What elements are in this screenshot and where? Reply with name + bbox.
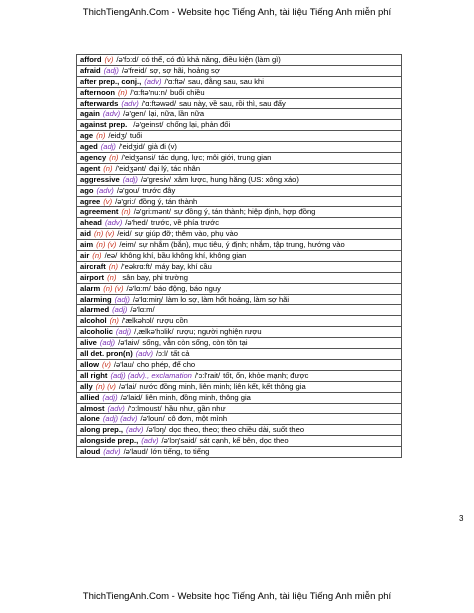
vocab-part-of-speech: (n) (v)	[93, 229, 115, 239]
vocab-phonetic: /'ɔ:l'rait/	[194, 370, 221, 380]
vocab-part-of-speech: (adv)	[126, 425, 144, 435]
vocab-row	[77, 142, 401, 153]
vocab-definition: không khí, bầu không khí, không gian	[120, 251, 247, 261]
vocab-part-of-speech: (adv)	[107, 403, 125, 413]
vocab-phonetic: /ə'hed/	[125, 218, 148, 228]
vocab-word: alongside prep.,	[80, 436, 139, 446]
vocab-definition: sân bay, phi trường	[122, 272, 188, 282]
vocab-definition: hầu như, gần như	[164, 403, 226, 413]
vocab-definition: lại, nữa, lần nữa	[148, 109, 205, 119]
vocab-word: afraid	[80, 65, 101, 75]
vocab-phonetic: /ə'lɔŋ'said/	[161, 436, 197, 446]
vocab-definition: trước, về phía trước	[150, 218, 220, 228]
vocab-word: aim	[80, 240, 94, 250]
vocab-row	[77, 425, 401, 436]
vocab-part-of-speech: (adj)	[99, 338, 116, 348]
vocab-word: afternoon	[80, 87, 116, 97]
vocab-definition: buổi chiều	[169, 87, 205, 97]
vocab-part-of-speech: (adv)	[102, 109, 121, 119]
vocab-row	[77, 371, 401, 382]
vocab-phonetic: /ɔ:l/	[156, 349, 168, 359]
vocab-phonetic: /ə'lɔŋ/	[146, 425, 166, 435]
vocab-row	[77, 273, 401, 284]
vocab-word: along prep.,	[80, 425, 124, 435]
vocab-word: ago	[80, 185, 94, 195]
vocab-part-of-speech: (n)	[109, 316, 119, 326]
vocab-word: alone	[80, 414, 100, 424]
vocab-definition: tất cả	[170, 349, 190, 359]
vocab-phonetic: /'eəkrɑ:ft/	[121, 261, 153, 271]
vocab-phonetic: /'ɔ:lmoust/	[127, 403, 162, 413]
page-footer: ThichTiengAnh.Com - Website học Tiếng Anh, tài liệu Tiếng Anh miễn phí	[82, 591, 392, 602]
vocab-part-of-speech: (n)	[107, 272, 117, 282]
vocab-row	[77, 338, 401, 349]
vocab-row	[77, 327, 401, 338]
vocab-definition: liên minh, đồng minh, thông gia	[145, 392, 251, 402]
vocab-part-of-speech: (adj)	[122, 174, 138, 184]
vocab-row	[77, 284, 401, 295]
vocab-definition: nước đồng minh, liên minh; liên kết, kết thông gia	[139, 381, 306, 391]
vocab-definition: đại lý, tác nhân	[149, 163, 201, 173]
vocab-row	[77, 414, 401, 425]
vocab-definition: tốt, ổn, khỏe mạnh; được	[223, 370, 309, 380]
vocab-part-of-speech: (v)	[104, 55, 114, 64]
vocab-phonetic: /ə'gri:mənt/	[133, 207, 172, 217]
vocab-word: allied	[80, 392, 100, 402]
vocab-part-of-speech: (adj)	[100, 142, 116, 152]
vocab-part-of-speech: (adj)	[112, 305, 128, 315]
vocab-part-of-speech: (adv)	[103, 447, 121, 457]
vocab-definition: xâm lược, hung hăng (US: xông xáo)	[174, 174, 299, 184]
vocab-part-of-speech: (adj)	[115, 327, 132, 337]
vocab-part-of-speech: (adv)	[104, 218, 123, 228]
vocab-row	[77, 207, 401, 218]
vocab-phonetic: /'ɑ:ftə'nu:n/	[130, 87, 167, 97]
vocab-part-of-speech: (n)	[109, 153, 119, 163]
vocab-word: against prep.	[80, 120, 128, 130]
vocab-word: agency	[80, 153, 107, 163]
vocab-word: alcohol	[80, 316, 107, 326]
vocab-row	[77, 305, 401, 316]
vocab-part-of-speech: (adv)	[141, 436, 159, 446]
vocab-part-of-speech: (v)	[102, 359, 111, 369]
vocab-part-of-speech: (adj)	[102, 392, 118, 402]
vocab-phonetic: /eidʒ/	[108, 131, 127, 141]
vocab-definition: rượu; người nghiện rượu	[176, 327, 262, 337]
vocab-phonetic: /ə'loun/	[140, 414, 165, 424]
vocab-word: all right	[80, 370, 108, 380]
vocab-definition: sự nhắm (bắn), mục tiêu, ý định; nhắm, tập trung, hướng vào	[138, 240, 345, 250]
vocab-phonetic: /'ɑ:ftəwəd/	[141, 98, 177, 108]
vocab-phonetic: /'ælkəhɔl/	[121, 316, 154, 326]
vocab-definition: báo động, báo nguy	[153, 283, 221, 293]
page-number: 3	[459, 514, 464, 523]
vocab-phonetic: /ə'laid/	[120, 392, 143, 402]
vocab-phonetic: /ə'laud/	[123, 447, 148, 457]
vocab-phonetic: /eə/	[104, 251, 118, 261]
vocab-word: aggressive	[80, 174, 120, 184]
vocab-row	[77, 404, 401, 415]
vocab-definition: sau này, về sau, rồi thì, sau đấy	[179, 98, 286, 108]
vocab-row	[77, 295, 401, 306]
vocab-word: alarming	[80, 294, 112, 304]
vocab-phonetic: /eid/	[117, 229, 132, 239]
vocab-part-of-speech: (n)	[108, 261, 119, 271]
vocab-word: alcoholic	[80, 327, 113, 337]
vocab-row	[77, 77, 401, 88]
vocab-definition: sợ, sợ hãi, hoảng sợ	[149, 65, 220, 75]
vocab-word: after prep., conj.,	[80, 76, 142, 86]
vocab-row	[77, 186, 401, 197]
vocab-definition: làm lo sợ, làm hốt hoảng, làm sợ hãi	[166, 294, 290, 304]
vocab-definition: chống lại, phản đối	[166, 120, 231, 130]
vocab-word: alarmed	[80, 305, 110, 315]
vocab-word: afford	[80, 55, 102, 64]
vocab-part-of-speech: (n)	[96, 131, 106, 141]
vocab-phonetic: /'ɑ:ftə/	[164, 76, 185, 86]
vocab-row	[77, 164, 401, 175]
vocabulary-table	[76, 54, 402, 458]
vocab-word: agent	[80, 163, 101, 173]
vocab-word: aircraft	[80, 261, 106, 271]
vocab-row	[77, 393, 401, 404]
vocab-row	[77, 251, 401, 262]
vocab-row	[77, 316, 401, 327]
vocab-definition: tác dụng, lực; môi giới, trung gian	[158, 153, 272, 163]
vocab-word: allow	[80, 359, 99, 369]
vocab-word: ahead	[80, 218, 102, 228]
vocab-phonetic: /'eidʒid/	[118, 142, 145, 152]
vocab-phonetic: /eim/	[119, 240, 136, 250]
vocab-phonetic: /ə'lai/	[118, 381, 137, 391]
vocab-definition: già đi (v)	[147, 142, 177, 152]
vocab-row	[77, 175, 401, 186]
vocab-row	[77, 120, 401, 131]
vocab-word: alive	[80, 338, 97, 348]
vocab-phonetic: /ə'gou/	[116, 185, 140, 195]
vocab-definition: cô đơn, một mình	[167, 414, 228, 424]
vocab-row	[77, 349, 401, 360]
vocab-row	[77, 240, 401, 251]
vocab-phonetic: /'eidʒənt/	[115, 163, 147, 173]
vocab-phonetic: /ə'geinst/	[133, 120, 164, 130]
vocab-phonetic: /ə'lɑ:m/	[126, 283, 151, 293]
vocab-phonetic: /ə'lɑ:m/	[130, 305, 155, 315]
vocab-word: all det. pron(n)	[80, 349, 133, 359]
vocab-row	[77, 447, 401, 458]
vocab-row	[77, 153, 401, 164]
vocab-part-of-speech: (adv)	[135, 349, 154, 359]
vocab-phonetic: /ə'gri:/	[115, 196, 136, 206]
vocab-word: ally	[80, 381, 93, 391]
vocab-part-of-speech: (adj) (adv)	[102, 414, 138, 424]
vocab-definition: dọc theo, theo; theo chiều dài, suốt theo	[168, 425, 305, 435]
vocab-definition: sự đồng ý, tán thành; hiệp định, hợp đồng	[174, 207, 316, 217]
vocab-part-of-speech: (n)	[92, 251, 102, 261]
vocab-definition: tuổi	[129, 131, 143, 141]
vocab-definition: sống, vẫn còn sống, còn tồn tại	[142, 338, 248, 348]
vocab-word: aged	[80, 142, 98, 152]
vocab-row	[77, 109, 401, 120]
vocab-row	[77, 55, 401, 66]
vocab-word: age	[80, 131, 94, 141]
vocab-part-of-speech: (adv)	[121, 98, 139, 108]
vocab-word: afterwards	[80, 98, 119, 108]
vocab-definition: sau, đằng sau, sau khi	[187, 76, 264, 86]
vocab-word: air	[80, 251, 90, 261]
vocab-phonetic: /ə'lɑ:miŋ/	[132, 294, 164, 304]
vocab-definition: sát cạnh, kế bên, dọc theo	[199, 436, 289, 446]
vocab-definition: rượu cồn	[156, 316, 188, 326]
vocab-definition: cho phép, để cho	[136, 359, 196, 369]
vocab-row	[77, 218, 401, 229]
vocab-row	[77, 99, 401, 110]
vocab-part-of-speech: (adj) (adv)., exclamation	[110, 370, 192, 380]
vocab-word: alarm	[80, 283, 101, 293]
vocab-row	[77, 262, 401, 273]
vocab-word: agree	[80, 196, 101, 206]
vocab-word: aid	[80, 229, 91, 239]
vocab-phonetic: /ə'fɔ:d/	[116, 55, 139, 64]
vocab-definition: trước đây	[142, 185, 176, 195]
vocab-definition: có thể, có đủ khả năng, điều kiện (làm gì)	[141, 55, 281, 64]
vocab-part-of-speech: (adv)	[144, 76, 162, 86]
vocab-row	[77, 382, 401, 393]
page-header: ThichTiengAnh.Com - Website học Tiếng Anh, tài liệu Tiếng Anh miễn phí	[82, 7, 392, 18]
vocab-part-of-speech: (adj)	[103, 65, 119, 75]
vocab-definition: lớn tiếng, to tiếng	[150, 447, 210, 457]
vocab-row	[77, 360, 401, 371]
vocab-word: agreement	[80, 207, 119, 217]
vocab-phonetic: /'eidʒənsi/	[121, 153, 156, 163]
vocab-row	[77, 197, 401, 208]
vocab-phonetic: /ə'freid/	[121, 65, 147, 75]
vocab-phonetic: /ə'gresiv/	[140, 174, 172, 184]
vocab-word: aloud	[80, 447, 101, 457]
vocab-row	[77, 88, 401, 99]
vocab-row	[77, 436, 401, 447]
vocab-part-of-speech: (n)	[121, 207, 131, 217]
vocab-definition: đồng ý, tán thành	[138, 196, 198, 206]
vocab-part-of-speech: (adv)	[96, 185, 114, 195]
vocab-row	[77, 66, 401, 77]
vocab-part-of-speech: (v)	[103, 196, 113, 206]
vocab-part-of-speech: (adj)	[114, 294, 130, 304]
vocab-part-of-speech: (n) (v)	[103, 283, 124, 293]
vocab-definition: máy bay, khí cầu	[155, 261, 212, 271]
vocab-part-of-speech: (n) (v)	[95, 381, 116, 391]
vocab-phonetic: /,ælkə'hɔlik/	[134, 327, 174, 337]
vocab-part-of-speech: (n) (v)	[96, 240, 117, 250]
vocab-row	[77, 229, 401, 240]
vocab-definition: sự giúp đỡ; thêm vào, phụ vào	[134, 229, 238, 239]
vocab-part-of-speech: (n)	[118, 87, 128, 97]
vocab-word: again	[80, 109, 100, 119]
vocab-phonetic: /ə'gen/	[123, 109, 146, 119]
vocab-phonetic: /ə'lau/	[113, 359, 134, 369]
vocab-phonetic: /ə'laiv/	[118, 338, 140, 348]
vocab-part-of-speech: (n)	[103, 163, 113, 173]
vocab-word: almost	[80, 403, 105, 413]
vocab-row	[77, 131, 401, 142]
vocab-word: airport	[80, 272, 105, 282]
